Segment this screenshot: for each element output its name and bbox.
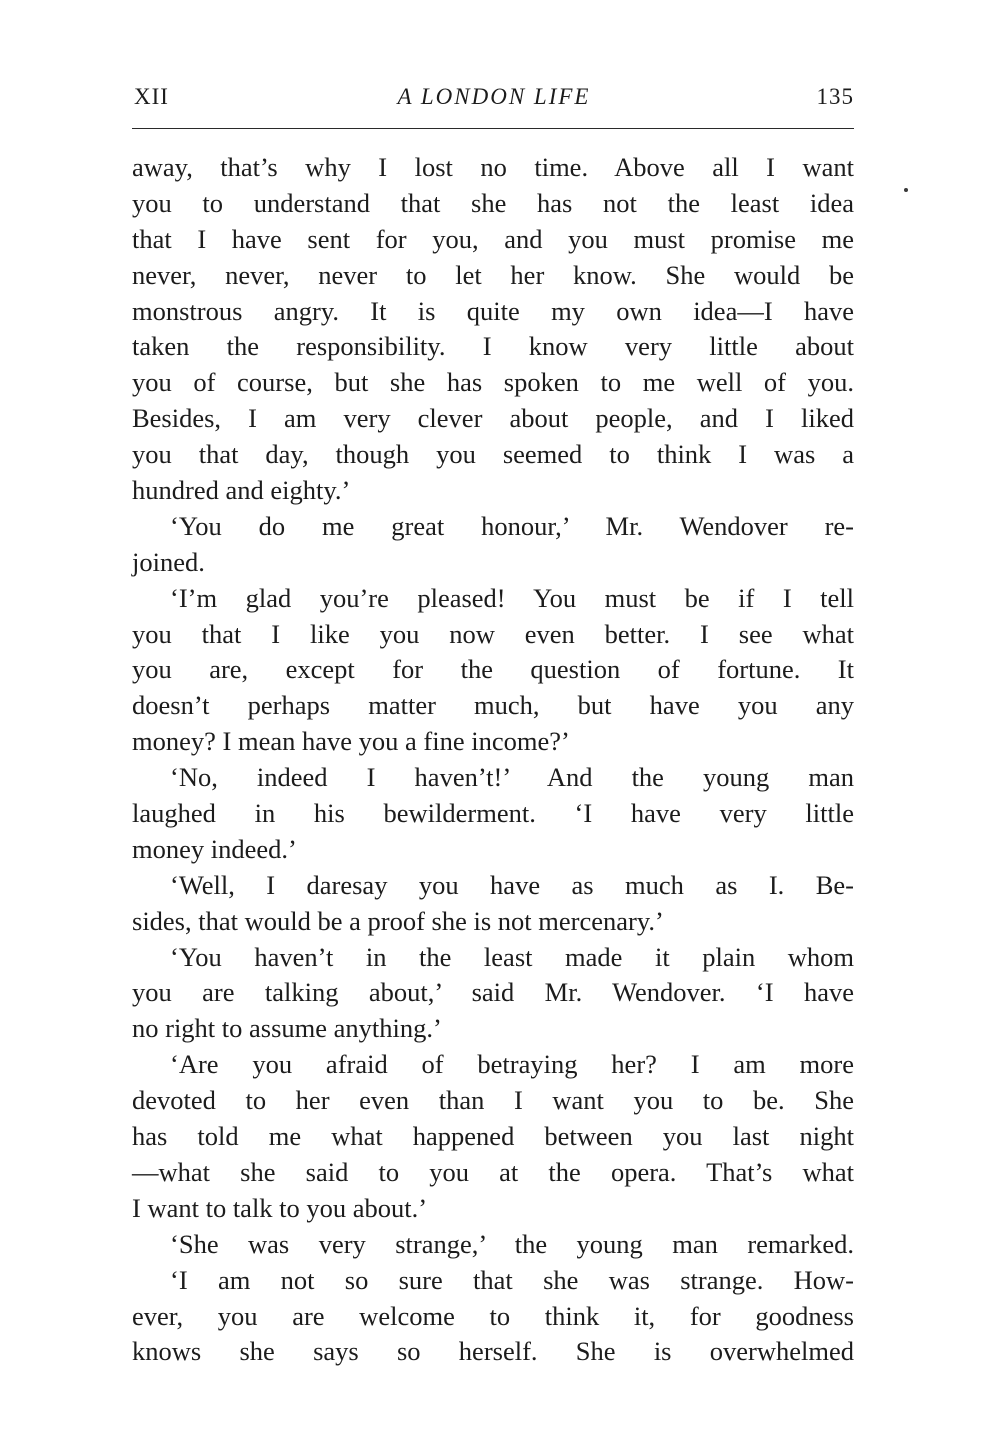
header-rule bbox=[132, 128, 854, 129]
text-line: ‘I am not so sure that she was strange. How- bbox=[170, 1264, 854, 1295]
text-line: you are talking about,’ said Mr. Wendover. ‘I have bbox=[132, 977, 854, 1008]
text-line: ‘You haven’t in the least made it plain whom bbox=[170, 941, 854, 972]
text-line: money? I mean have you a fine income?’ bbox=[132, 726, 570, 757]
text-line: money indeed.’ bbox=[132, 833, 297, 864]
text-line: ‘No, indeed I haven’t!’ And the young man bbox=[170, 762, 854, 793]
page-number: 135 bbox=[816, 84, 854, 109]
text-line: laughed in his bewilderment. ‘I have very little bbox=[132, 798, 854, 829]
ink-speck bbox=[904, 188, 908, 192]
text-line: you that I like you now even better. I see what bbox=[132, 618, 854, 649]
text-line: Besides, I am very clever about people, and I liked bbox=[132, 403, 854, 434]
text-line: you to understand that she has not the least idea bbox=[132, 187, 854, 218]
text-line: hundred and eighty.’ bbox=[132, 475, 351, 506]
text-line: has told me what happened between you last night bbox=[132, 1121, 854, 1152]
text-line: sides, that would be a proof she is not mercenary.’ bbox=[132, 905, 664, 936]
text-line: monstrous angry. It is quite my own idea—I have bbox=[132, 295, 854, 326]
text-line: —what she said to you at the opera. That’s what bbox=[132, 1156, 854, 1187]
text-line: that I have sent for you, and you must promise me bbox=[132, 223, 854, 254]
text-line: I want to talk to you about.’ bbox=[132, 1192, 428, 1223]
text-line: away, that’s why I lost no time. Above all I want bbox=[132, 152, 854, 182]
text-line: you that day, though you seemed to think I was a bbox=[132, 439, 854, 470]
text-line: ‘Well, I daresay you have as much as I. Be- bbox=[170, 869, 854, 900]
text-line: you are, except for the question of fortune. It bbox=[132, 654, 854, 685]
text-line: never, never, never to let her know. She would be bbox=[132, 259, 854, 290]
text-line: devoted to her even than I want you to be. She bbox=[132, 1085, 854, 1116]
body-text bbox=[132, 150, 854, 1370]
text-line: ‘She was very strange,’ the young man remarked. bbox=[170, 1228, 854, 1259]
chapter-number: XII bbox=[134, 84, 169, 109]
text-line: ever, you are welcome to think it, for goodness bbox=[132, 1300, 854, 1331]
text-line: you of course, but she has spoken to me well of you. bbox=[132, 367, 854, 398]
text-line: ‘Are you afraid of betraying her? I am more bbox=[170, 1049, 854, 1080]
text-line: no right to assume anything.’ bbox=[132, 1013, 442, 1044]
text-line: ‘I’m glad you’re pleased! You must be if I tell bbox=[170, 582, 854, 613]
text-line: doesn’t perhaps matter much, but have you any bbox=[132, 690, 854, 721]
text-line: taken the responsibility. I know very little about bbox=[132, 331, 854, 362]
text-line: ‘You do me great honour,’ Mr. Wendover re- bbox=[170, 510, 854, 541]
text-line: joined. bbox=[132, 546, 205, 577]
running-head bbox=[134, 84, 854, 116]
book-title: A LONDON LIFE bbox=[397, 84, 591, 109]
text-line: knows she says so herself. She is overwhelmed bbox=[132, 1336, 854, 1367]
